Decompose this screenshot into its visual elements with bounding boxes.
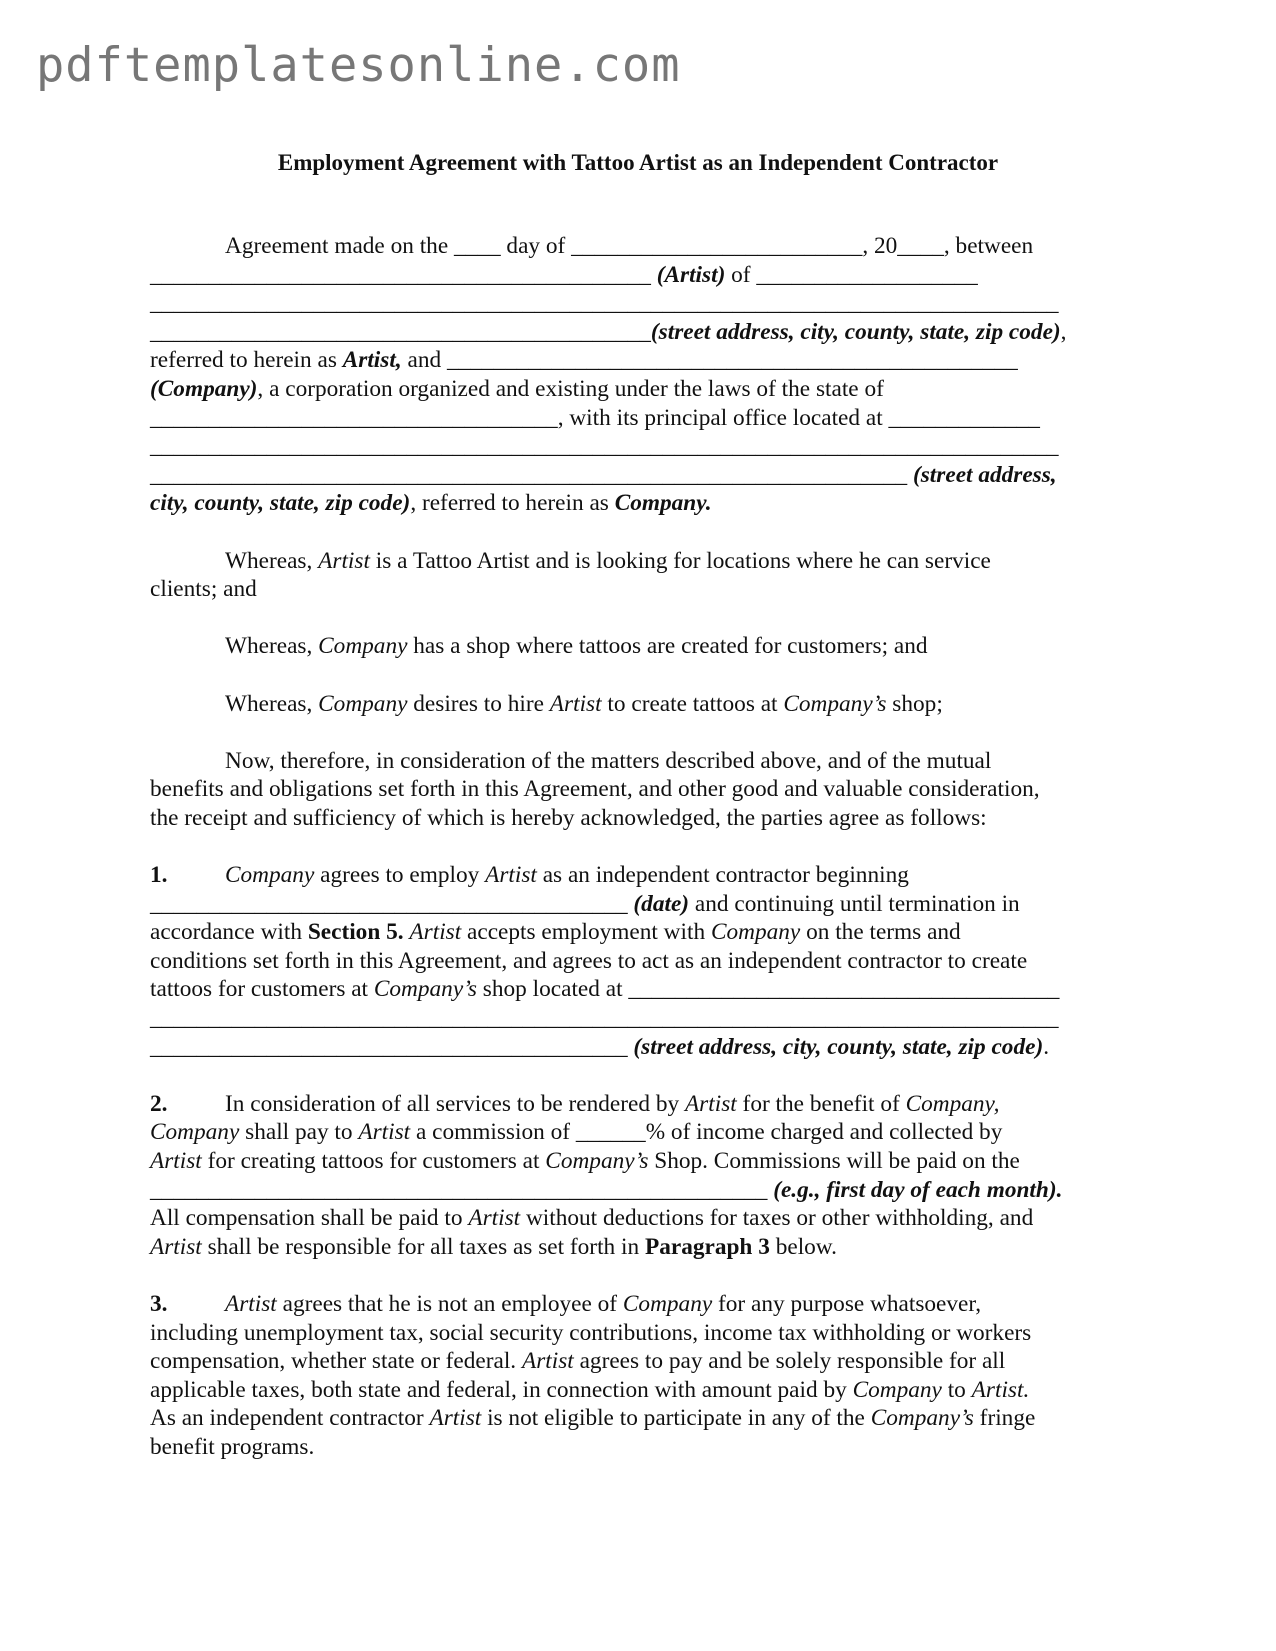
preamble-line-6: (Company), a corporation organized and existing under the laws of the state of	[150, 375, 884, 402]
principal-office-blank[interactable]: _____________	[888, 404, 1040, 431]
preamble-line-8	[150, 432, 1126, 461]
artist-location-blank[interactable]: ___________________	[756, 261, 978, 288]
company-state-blank[interactable]: ___________________________________	[150, 404, 558, 431]
commission-percent-blank[interactable]: ______	[575, 1119, 646, 1146]
preamble-line-7: ___________________________________, with its principal office located at _____________	[150, 404, 1040, 431]
preamble-line-9: _________________________________________________________________ (street address,	[150, 461, 1057, 488]
start-date-blank[interactable]: _________________________________________	[150, 890, 628, 917]
preamble-line-4: ___________________________________________(street address, city, county, state, zip code),	[150, 318, 1067, 345]
artist-address-blank-2[interactable]: ___________________________________________	[150, 318, 651, 345]
day-blank[interactable]: ____	[454, 233, 501, 259]
section-number: 2.	[150, 1090, 168, 1117]
office-address-blank-2[interactable]: _________________________________________________________________	[150, 461, 908, 488]
artist-address-blank-1[interactable]: ______________________________________________________________________________	[150, 290, 1059, 317]
shop-address-blank-3[interactable]: _________________________________________	[150, 1033, 628, 1060]
office-address-blank-1[interactable]: ______________________________________________________________________________	[150, 433, 1059, 460]
section-3: 3. Artist agrees that he is not an employee of Company for any purpose whatsoever, including unemployment tax, social security contributions, income tax withholding or workers compensation, whether state or federal. Artist agrees to pay and be solely responsible for all applicable taxes, both state and federal, in connection with amount paid by Company to Artist. As an independent contractor Artist is not eligible to participate in any of the Company’s fringe benefit programs.	[150, 1290, 1036, 1460]
shop-address-blank-2[interactable]: ______________________________________________________________________________	[150, 1005, 1059, 1032]
document-title: Employment Agreement with Tattoo Artist as an Independent Contractor	[277, 150, 999, 175]
whereas-clause-1: Whereas, Artist is a Tattoo Artist and is looking for locations where he can service clients; and	[150, 547, 991, 603]
whereas-clause-2: Whereas, Company has a shop where tattoos are created for customers; and	[225, 633, 928, 660]
section-2: 2. In consideration of all services to be rendered by Artist for the benefit of Company, Company shall pay to Artist a commission of ______% of income charged and collected by Artist for creating tattoos for customers at Company’s Shop. Commissions will be paid on the _____________________________________________________ (e.g., first day of each month). All compensation shall be paid to Artist without deductions for taxes or other withholding, and Artist shall be responsible for all taxes as set forth in Paragraph 3 below.	[150, 1090, 1063, 1260]
section-1: 1. Company agrees to employ Artist as an independent contractor beginning _________________________________________ (date) and continuing until termination in accordance with Section 5. Artist accepts employment with Company on the terms and conditions set forth in this Agreement, and agrees to act as an independent contractor to create tattoos for customers at Company’s shop located at _____________________________________ ______________________________________________________________________________ _________________________________________ (street address, city, county, state, zip code).	[150, 862, 1060, 1060]
preamble-line-2: ___________________________________________ (Artist) of ___________________	[150, 261, 978, 288]
preamble-line-10: city, county, state, zip code), referred to herein as Company.	[150, 490, 712, 517]
agreement-body	[150, 232, 1126, 1462]
section-number: 3.	[150, 1290, 168, 1317]
year-blank[interactable]: ____	[897, 233, 944, 259]
company-name-blank[interactable]: _________________________________________________	[446, 347, 1018, 374]
month-blank[interactable]: _________________________	[571, 233, 863, 259]
whereas-clause-3: Whereas, Company desires to hire Artist to create tattoos at Company’s shop;	[225, 690, 943, 717]
now-therefore-clause: Now, therefore, in consideration of the matters described above, and of the mutual benefits and obligations set forth in this Agreement, and other good and valuable consideration, the receipt and sufficiency of which is hereby acknowledged, the parties agree as follows:	[150, 747, 1040, 831]
shop-address-blank-1[interactable]: _____________________________________	[628, 976, 1060, 1003]
preamble-line-1: Agreement made on the ____ day of _________________________, 20____, between	[225, 233, 1034, 259]
section-number: 1.	[150, 862, 168, 889]
preamble-line-5: referred to herein as Artist, and _________________________________________________	[150, 347, 1018, 374]
payment-schedule-blank[interactable]: _____________________________________________________	[150, 1176, 768, 1203]
preamble-line-3	[150, 289, 1126, 318]
artist-name-blank[interactable]: ___________________________________________	[150, 261, 651, 288]
preamble	[150, 232, 1126, 518]
watermark: pdftemplatesonline.com	[36, 38, 681, 93]
